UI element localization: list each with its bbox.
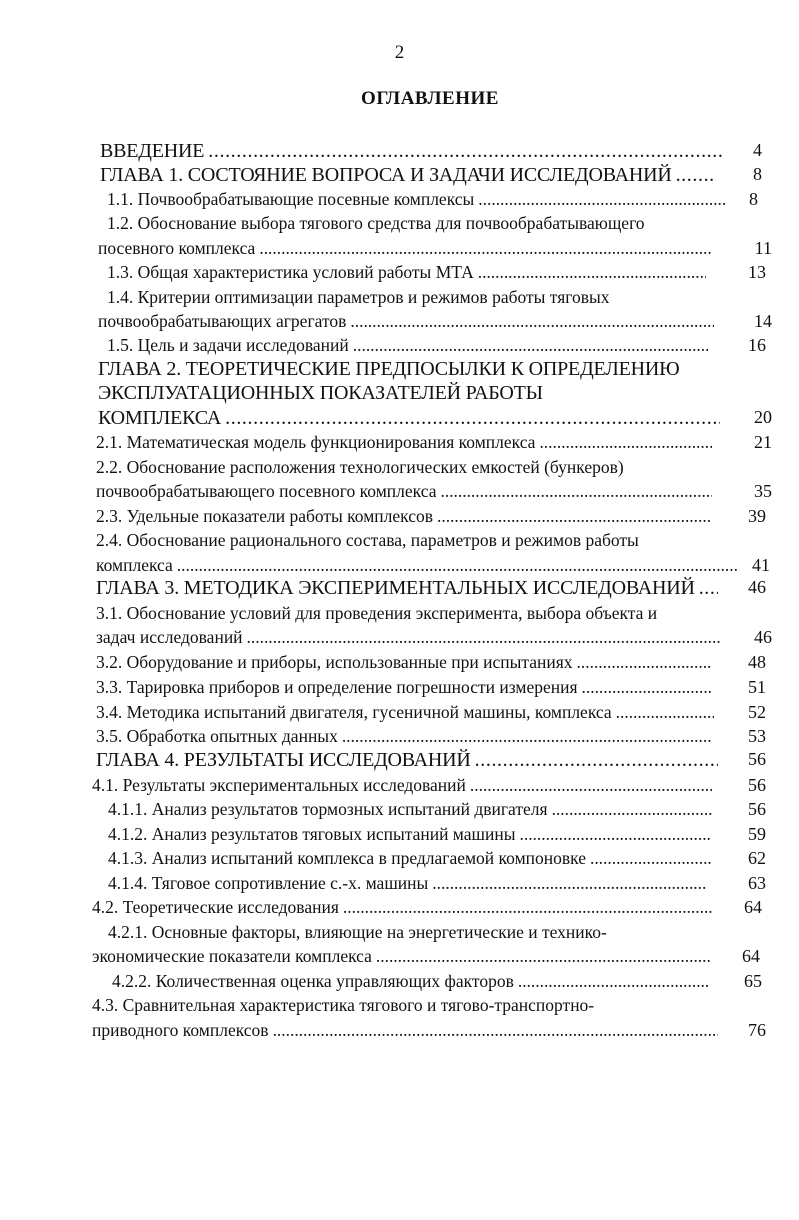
toc-entry-title: 2.3. Удельные показатели работы комплексов: [96, 506, 433, 526]
toc-entry: [96, 479, 712, 503]
toc-entry-page: 62: [748, 848, 766, 868]
toc-entry-page: 8: [753, 164, 762, 184]
toc-entry-page: 11: [754, 238, 772, 258]
toc-entry: [96, 575, 718, 601]
toc-entry-title: 3.3. Тарировка приборов и определение погрешности измерения: [96, 677, 578, 697]
toc-entry-page: 64: [744, 897, 762, 917]
toc-entry: [96, 553, 740, 577]
toc-entry-title: 2.1. Математическая модель функционирования комплекса: [96, 432, 536, 452]
toc-entry-title: почвообрабатывающего посевного комплекса: [96, 481, 437, 501]
toc-entry: [107, 187, 726, 211]
toc-entry-title: 2.2. Обоснование расположения технологических емкостей (бункеров): [96, 457, 624, 477]
toc-entry-title: ГЛАВА 2. ТЕОРЕТИЧЕСКИЕ ПРЕДПОСЫЛКИ К ОПРЕДЕЛЕНИЮ: [98, 358, 680, 380]
toc-entry: [100, 138, 722, 164]
toc-entry-page: 46: [754, 627, 772, 647]
toc-entry-page: 13: [748, 262, 766, 282]
toc-entry-title: экономические показатели комплекса: [92, 946, 372, 966]
toc-entry-title: 3.4. Методика испытаний двигателя, гусеничной машины, комплекса: [96, 702, 612, 722]
toc-entry-page: 56: [748, 799, 766, 819]
toc-entry: [108, 871, 706, 895]
toc-entry-title: 4.2.1. Основные факторы, влияющие на энергетические и технико-: [108, 922, 607, 942]
toc-entry-page: 76: [748, 1020, 766, 1040]
toc-entry-page: 56: [748, 749, 766, 769]
toc-entry-title: 4.2.2. Количественная оценка управляющих факторов: [112, 971, 514, 991]
toc-entry-title: 2.4. Обоснование рационального состава, параметров и режимов работы: [96, 530, 639, 550]
toc-entry: [98, 309, 714, 333]
toc-entry: [96, 455, 626, 479]
toc-entry-page: 63: [748, 873, 766, 893]
toc-entry-title: 3.5. Обработка опытных данных: [96, 726, 338, 746]
toc-entry: [98, 405, 720, 431]
toc-entry-page: 16: [748, 335, 766, 355]
toc-entry: [108, 797, 712, 821]
toc-entry-page: 35: [754, 481, 772, 501]
toc-entry: [96, 650, 712, 674]
toc-entry: [98, 380, 545, 406]
toc-entry-title: ВВЕДЕНИЕ: [100, 140, 205, 162]
toc-entry-title: 4.1.4. Тяговое сопротивление с.-х. машины: [108, 873, 429, 893]
toc-entry-title: 4.1.1. Анализ результатов тормозных испытаний двигателя: [108, 799, 548, 819]
toc-entry: [96, 724, 712, 748]
toc-entry-title: приводного комплексов: [92, 1020, 269, 1040]
toc-entry: [92, 773, 712, 797]
toc-entry: [96, 700, 714, 724]
toc-entry: [98, 236, 712, 260]
toc-entry: [100, 162, 716, 188]
toc-entry-title: 4.1.2. Анализ результатов тяговых испытаний машины: [108, 824, 516, 844]
toc-entry: [107, 285, 612, 309]
toc-entry: [96, 430, 712, 454]
toc-entry: [92, 944, 712, 968]
toc-entry: [96, 601, 659, 625]
toc-entry-page: 41: [752, 555, 770, 575]
toc-entry-page: 14: [754, 311, 772, 331]
toc-entry-page: 21: [754, 432, 772, 452]
toc-entry-title: 1.4. Критерии оптимизации параметров и режимов работы тяговых: [107, 287, 610, 307]
toc-entry-title: 1.1. Почвообрабатывающие посевные комплексы: [107, 189, 475, 209]
toc-entry-title: комплекса: [96, 555, 173, 575]
toc-entry-page: 51: [748, 677, 766, 697]
toc-entry: [96, 625, 722, 649]
toc-entry-page: 20: [754, 407, 772, 427]
toc-entry-title: ГЛАВА 1. СОСТОЯНИЕ ВОПРОСА И ЗАДАЧИ ИССЛЕДОВАНИЙ: [100, 164, 672, 186]
toc-entry: [92, 993, 596, 1017]
toc-entry-page: 59: [748, 824, 766, 844]
toc-entry-page: 39: [748, 506, 766, 526]
toc-entry: [92, 1018, 718, 1042]
toc-entry: [107, 333, 708, 357]
toc-entry-title: 4.2. Теоретические исследования: [92, 897, 339, 917]
toc-entry: [107, 260, 706, 284]
toc-entry: [92, 895, 712, 919]
toc-entry: [107, 211, 647, 235]
toc-entry: [96, 675, 712, 699]
toc-entry-title: 1.2. Обоснование выбора тягового средства для почвообрабатывающего: [107, 213, 645, 233]
toc-entry-title: посевного комплекса: [98, 238, 256, 258]
toc-entry: [108, 822, 712, 846]
toc-entry: [112, 969, 708, 993]
toc-entry-title: 1.3. Общая характеристика условий работы МТА: [107, 262, 474, 282]
toc-entry-page: 64: [742, 946, 760, 966]
toc-entry-title: 4.3. Сравнительная характеристика тягового и тягово-транспортно-: [92, 995, 595, 1015]
toc-entry-page: 46: [748, 577, 766, 597]
toc-entry-title: КОМПЛЕКСА: [98, 407, 222, 429]
toc-entry-page: 52: [748, 702, 766, 722]
toc-entry-page: 53: [748, 726, 766, 746]
toc-entry-title: ЭКСПЛУАТАЦИОННЫХ ПОКАЗАТЕЛЕЙ РАБОТЫ: [98, 382, 543, 404]
toc-entry-title: 1.5. Цель и задачи исследований: [107, 335, 349, 355]
toc-entry-page: 4: [753, 140, 762, 160]
toc-entry-title: почвообрабатывающих агрегатов: [98, 311, 347, 331]
toc-entry-title: 3.2. Оборудование и приборы, использованные при испытаниях: [96, 652, 573, 672]
page-number: 2: [394, 42, 405, 63]
toc-entry: [96, 504, 712, 528]
toc-entry: [108, 920, 609, 944]
toc-entry-page: 48: [748, 652, 766, 672]
toc-entry: [96, 747, 718, 773]
toc-entry-title: 4.1. Результаты экспериментальных исследований: [92, 775, 466, 795]
toc-entry-page: 56: [748, 775, 766, 795]
toc-entry-title: ГЛАВА 4. РЕЗУЛЬТАТЫ ИССЛЕДОВАНИЙ: [96, 749, 471, 771]
toc-entry: [98, 356, 682, 382]
toc-entry-title: 3.1. Обоснование условий для проведения эксперимента, выбора объекта и: [96, 603, 658, 623]
toc-title: ОГЛАВЛЕНИЕ: [361, 88, 499, 109]
toc-entry: [108, 846, 712, 870]
toc-entry-title: ГЛАВА 3. МЕТОДИКА ЭКСПЕРИМЕНТАЛЬНЫХ ИССЛЕДОВАНИЙ: [96, 577, 695, 599]
toc-entry: [96, 528, 641, 552]
toc-entry-title: 4.1.3. Анализ испытаний комплекса в предлагаемой компоновке: [108, 848, 586, 868]
toc-entry-title: задач исследований: [96, 627, 243, 647]
toc-entry-page: 65: [744, 971, 762, 991]
toc-entry-page: 8: [749, 189, 758, 209]
